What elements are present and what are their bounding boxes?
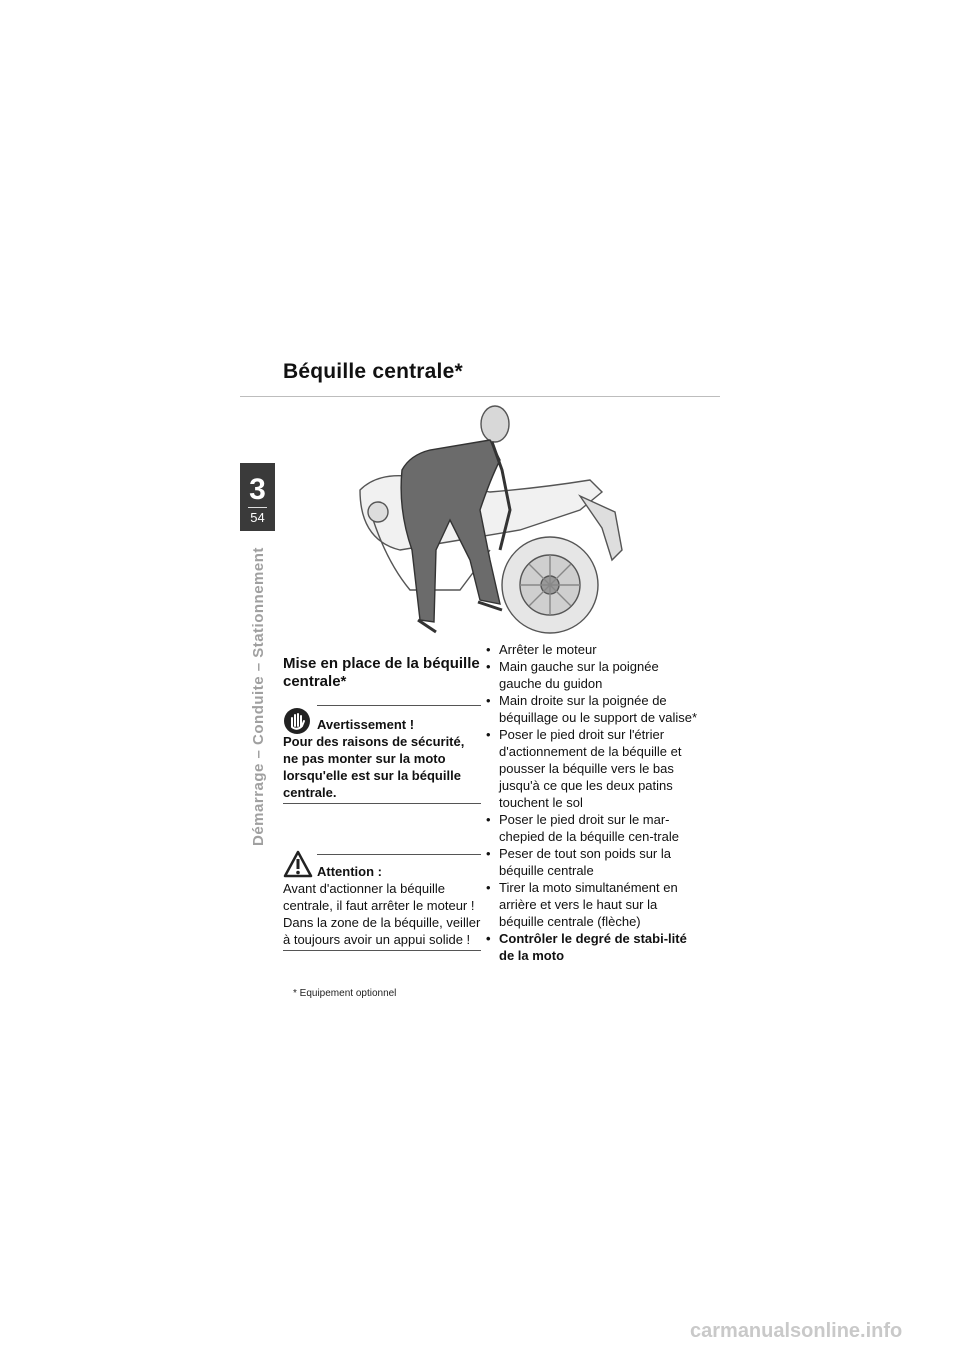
chapter-number: 3 xyxy=(249,473,266,506)
caution-title-row xyxy=(283,792,481,880)
list-item: • Poser le pied droit sur l'étrier d'actionnement de la béquille et pousser la béquille vers le bas jusqu'à ce que les deux patins touchent le sol xyxy=(484,726,699,811)
list-item: • Tirer la moto simultanément en arrière et vers le haut sur la béquille centrale (flèche) xyxy=(484,879,699,930)
left-column xyxy=(283,655,481,973)
rider-centre-stand-illustration xyxy=(340,400,630,640)
list-item: • Peser de tout son poids sur la béquille centrale xyxy=(484,845,699,879)
list-item: • Poser le pied droit sur le mar-chepied de la béquille cen-trale xyxy=(484,811,699,845)
caution-bottom-rule xyxy=(283,950,481,951)
caution-body-2: Dans la zone de la béquille, veiller à toujours avoir un appui solide ! xyxy=(283,915,481,947)
watermark: carmanualsonline.info xyxy=(690,1320,903,1342)
warning-box xyxy=(283,645,481,804)
stop-hand-icon xyxy=(283,707,311,735)
chapter-side-label: Démarrage – Conduite – Stationnement xyxy=(250,547,267,846)
caution-box xyxy=(283,792,481,951)
page-number: 54 xyxy=(250,510,265,525)
chapter-tab xyxy=(240,463,275,531)
caution-body-1: Avant d'actionner la béquille centrale, il faut arrêter le moteur ! xyxy=(283,881,475,913)
warning-title-row xyxy=(283,645,481,733)
warning-body: Pour des raisons de sécurité, ne pas monter sur la moto lorsqu'elle est sur la béquille centrale. xyxy=(283,734,465,800)
list-item: • Main gauche sur la poignée gauche du guidon xyxy=(484,658,699,692)
list-item: • Contrôler le degré de stabi-lité de la moto xyxy=(484,930,699,964)
list-item: • Main droite sur la poignée de béquillage ou le support de valise* xyxy=(484,692,699,726)
list-item: • Arrêter le moteur xyxy=(484,641,699,658)
section-heading: Mise en place de la béquille centrale* xyxy=(283,655,480,690)
warning-title: Avertissement ! xyxy=(317,717,415,732)
page-title: Béquille centrale* xyxy=(283,360,463,383)
title-divider xyxy=(240,396,720,397)
steps-list xyxy=(484,641,699,964)
chapter-tab-divider xyxy=(248,507,267,508)
caution-title: Attention : xyxy=(317,864,382,879)
warning-triangle-icon xyxy=(283,850,313,878)
footnote: * Equipement optionnel xyxy=(293,988,397,999)
